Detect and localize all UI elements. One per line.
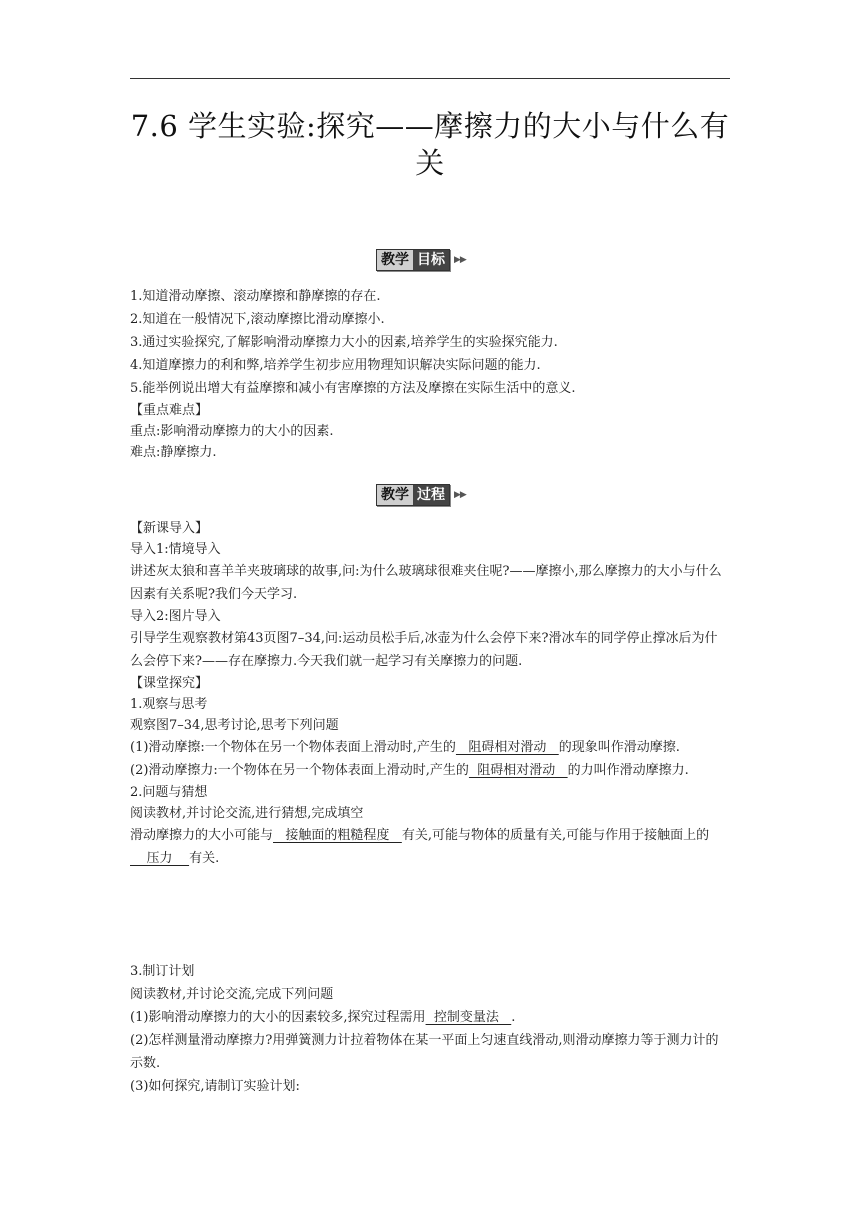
goal-item: 1.知道滑动摩擦、滚动摩擦和静摩擦的存在. — [130, 289, 381, 304]
plan-section — [130, 960, 730, 1098]
intro2-title: 导入2:图片导入 — [130, 609, 221, 624]
s3-q1-pre: (1)影响滑动摩擦力的大小的因素较多,探究过程需用 — [130, 1010, 426, 1025]
s2-text-post: 有关. — [189, 851, 220, 866]
intro1-title: 导入1:情境导入 — [130, 542, 221, 557]
s1-q2 — [130, 759, 730, 782]
s1-intro: 观察图7–34,思考讨论,思考下列问题 — [130, 718, 339, 733]
s1-q1-pre: (1)滑动摩擦:一个物体在另一个物体表面上滑动时,产生的 — [130, 740, 456, 755]
process-banner-part1: 教学 — [377, 485, 413, 505]
s2-intro: 阅读教材,并讨论交流,进行猜想,完成填空 — [130, 806, 364, 821]
s3-title: 3.制订计划 — [130, 964, 195, 979]
s1-q2-post: 的力叫作滑动摩擦力. — [567, 763, 689, 778]
double-arrow-icon: ▶▶ — [454, 255, 466, 265]
s1-q1 — [130, 736, 730, 759]
top-rule — [130, 78, 730, 79]
goals-section — [130, 285, 730, 463]
intro-heading: 【新课导入】 — [130, 521, 209, 536]
s3-q3: (3)如何探究,请制订实验计划: — [130, 1079, 300, 1094]
goal-item: 3.通过实验探究,了解影响滑动摩擦力大小的因素,培养学生的实验探究能力. — [130, 335, 558, 350]
s2-text — [130, 824, 730, 870]
process-banner-part2: 过程 — [413, 485, 449, 505]
double-arrow-icon: ▶▶ — [454, 490, 466, 500]
s3-intro: 阅读教材,并讨论交流,完成下列问题 — [130, 987, 334, 1002]
page-title: 7.6 学生实验:探究——摩擦力的大小与什么有关 — [130, 109, 730, 180]
goals-banner-part2: 目标 — [413, 250, 449, 270]
s1-q1-answer: 阻碍相对滑动 — [455, 740, 559, 755]
difficult-point: 难点:静摩擦力. — [130, 445, 217, 460]
s3-q1-post: . — [511, 1010, 516, 1025]
process-banner — [376, 485, 466, 505]
s2-answer-1: 接触面的粗糙程度 — [273, 828, 402, 843]
s1-q2-pre: (2)滑动摩擦力:一个物体在另一个物体表面上滑动时,产生的 — [130, 763, 469, 778]
goals-banner-part1: 教学 — [377, 250, 413, 270]
process-section — [130, 518, 730, 870]
s2-text-mid: 有关,可能与物体的质量有关,可能与作用于接触面上的 — [401, 828, 710, 843]
intro1-text: 讲述灰太狼和喜羊羊夹玻璃球的故事,问:为什么玻璃球很难夹住呢?——摩擦小,那么摩擦力的大小与什么因素有关系呢?我们今天学习. — [130, 564, 722, 602]
s3-q1 — [130, 1006, 730, 1029]
s2-text-pre: 滑动摩擦力的大小可能与 — [130, 828, 274, 843]
key-heading: 【重点难点】 — [130, 403, 209, 418]
intro2-text: 引导学生观察教材第43页图7–34,问:运动员松手后,冰壶为什么会停下来?滑冰车的同学停止撑冰后为什么会停下来?——存在摩擦力.今天我们就一起学习有关摩擦力的问题. — [130, 631, 718, 669]
goal-item: 4.知道摩擦力的利和弊,培养学生初步应用物理知识解决实际问题的能力. — [130, 358, 541, 373]
goal-item: 5.能举例说出增大有益摩擦和减小有害摩擦的方法及摩擦在实际生活中的意义. — [130, 381, 576, 396]
key-point: 重点:影响滑动摩擦力的大小的因素. — [130, 424, 334, 439]
s3-q2: (2)怎样测量滑动摩擦力?用弹簧测力计拉着物体在某一平面上匀速直线滑动,则滑动摩擦力等于测力计的示数. — [130, 1033, 719, 1071]
s2-answer-2: 压力 — [130, 851, 190, 866]
goals-banner — [376, 250, 466, 270]
s1-q2-answer: 阻碍相对滑动 — [468, 763, 568, 778]
s1-title: 1.观察与思考 — [130, 697, 208, 712]
explore-heading: 【课堂探究】 — [130, 676, 209, 691]
goal-item: 2.知道在一般情况下,滚动摩擦比滑动摩擦小. — [130, 312, 385, 327]
s2-title: 2.问题与猜想 — [130, 785, 208, 800]
s3-q1-answer: 控制变量法 — [425, 1010, 512, 1025]
s1-q1-post: 的现象叫作滑动摩擦. — [558, 740, 680, 755]
